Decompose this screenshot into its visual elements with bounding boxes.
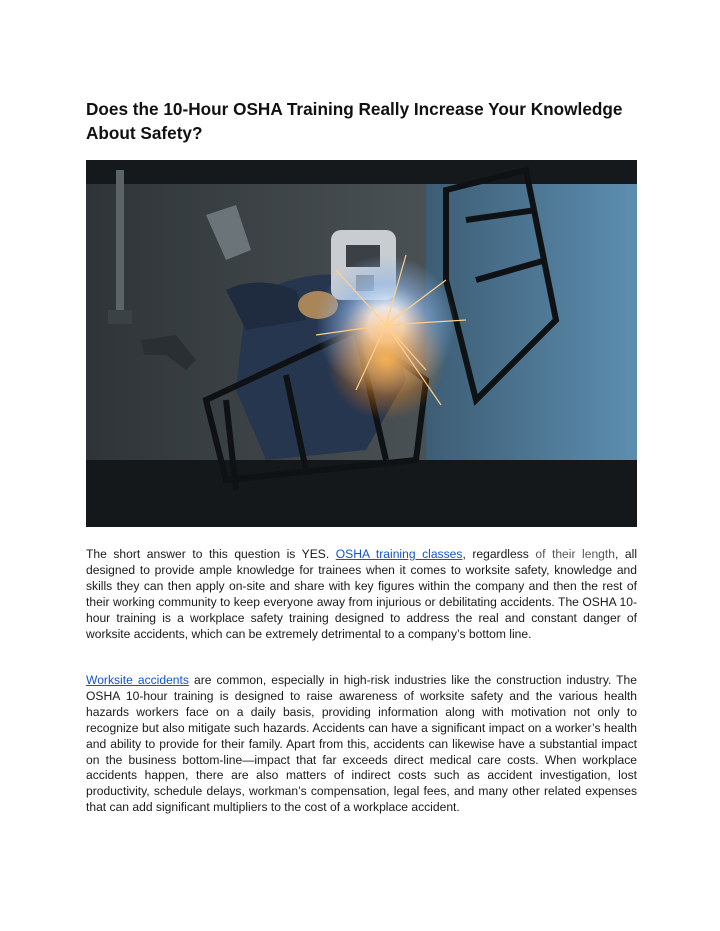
paragraph-1-lead: The short answer to this question is YES. xyxy=(86,547,336,561)
welder-photo xyxy=(86,160,637,527)
paragraph-1 xyxy=(86,547,637,642)
article-title: Does the 10-Hour OSHA Training Really Increase Your Knowledge About Safety? xyxy=(86,99,623,143)
paragraph-1-muted: of their length xyxy=(535,547,615,561)
paragraph-2 xyxy=(86,673,637,816)
osha-training-classes-link[interactable]: OSHA training classes xyxy=(335,547,463,561)
paragraph-1-mid: , regardless xyxy=(462,547,536,561)
paragraph-2-rest: are common, especially in high-risk industries like the construction industry. The OSHA 10-hour training is designed to raise awareness of worksite safety and the various health hazards workers face on a daily basis, providing information along with motivation not only to recognize but also mitigate such hazards. Accidents can have a significant impact on a worker’s health and ability to provide for their family. Apart from this, accidents can likewise have a substantial impact on the business bottom-line—impact that far exceeds direct medical care costs. When workplace accidents happen, there are also matters of indirect costs such as accident investigation, lost productivity, schedule delays, workman’s compensation, legal fees, and many other related expenses that can add significant multipliers to the cost of a workplace accident. xyxy=(86,673,637,815)
worksite-accidents-link[interactable]: Worksite accidents xyxy=(86,673,189,687)
welder-illustration xyxy=(86,160,637,527)
paragraph-1-rest: , all designed to provide ample knowledge for trainees when it comes to worksite safety, knowledge and skills they can then apply on-site and share with key figures within the company and then the rest of their working community to keep everyone away from injurious or debilitating accidents. The OSHA 10-hour training is a workplace safety training designed to address the real and constant danger of worksite accidents, which can be extremely detrimental to a company’s bottom line. xyxy=(86,547,637,641)
